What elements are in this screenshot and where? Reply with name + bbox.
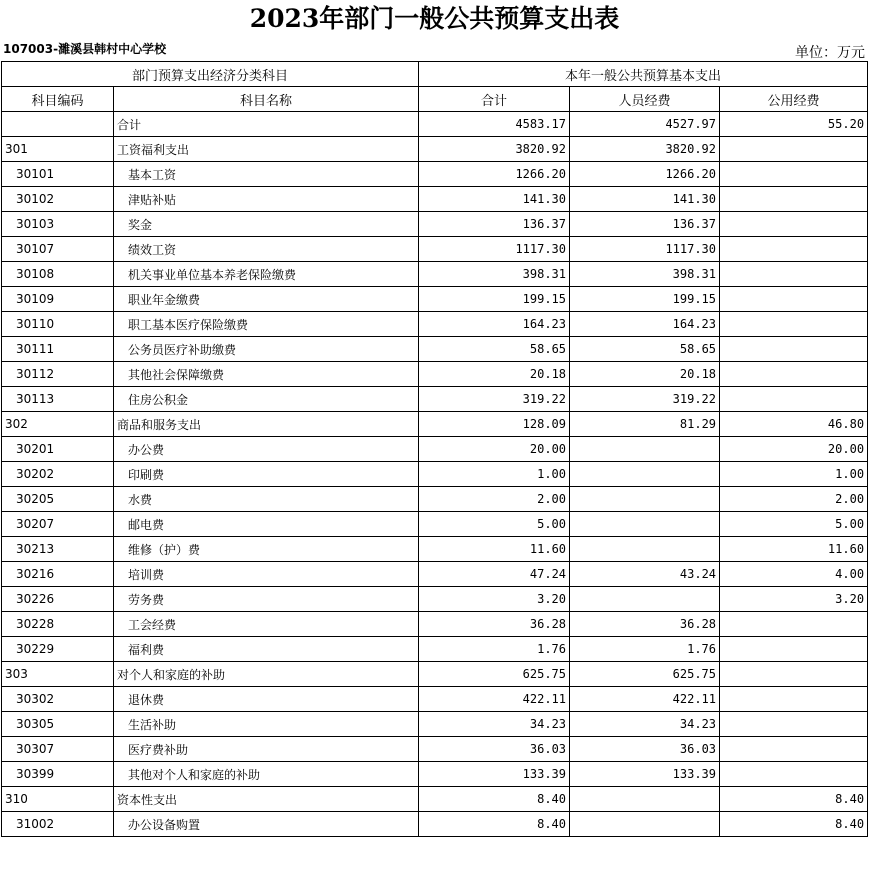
cell-total: 36.28 (419, 612, 570, 637)
cell-personnel: 164.23 (570, 312, 720, 337)
cell-name: 维修（护）费 (114, 537, 419, 562)
cell-public (720, 362, 868, 387)
table-row (2, 287, 868, 312)
cell-total: 5.00 (419, 512, 570, 537)
table-row (2, 437, 868, 462)
header-personnel: 人员经费 (570, 87, 720, 112)
cell-code: 30110 (2, 312, 114, 337)
table-row (2, 687, 868, 712)
cell-personnel (570, 512, 720, 537)
cell-code: 30201 (2, 437, 114, 462)
cell-code: 30216 (2, 562, 114, 587)
table-row (2, 262, 868, 287)
cell-name: 职工基本医疗保险缴费 (114, 312, 419, 337)
cell-name: 公务员医疗补助缴费 (114, 337, 419, 362)
cell-total: 141.30 (419, 187, 570, 212)
cell-code: 30228 (2, 612, 114, 637)
header-total: 合计 (419, 87, 570, 112)
cell-code: 30207 (2, 512, 114, 537)
subheader (0, 38, 869, 60)
table-row (2, 337, 868, 362)
cell-name: 其他对个人和家庭的补助 (114, 762, 419, 787)
cell-public (720, 137, 868, 162)
cell-code: 302 (2, 412, 114, 437)
cell-code: 301 (2, 137, 114, 162)
cell-name: 商品和服务支出 (114, 412, 419, 437)
cell-total: 319.22 (419, 387, 570, 412)
cell-public: 8.40 (720, 812, 868, 837)
cell-total: 47.24 (419, 562, 570, 587)
cell-public (720, 262, 868, 287)
cell-total: 199.15 (419, 287, 570, 312)
cell-name: 水费 (114, 487, 419, 512)
cell-total: 20.18 (419, 362, 570, 387)
cell-public: 4.00 (720, 562, 868, 587)
table-row (2, 462, 868, 487)
cell-name: 基本工资 (114, 162, 419, 187)
cell-total: 58.65 (419, 337, 570, 362)
cell-public (720, 737, 868, 762)
cell-personnel (570, 787, 720, 812)
cell-name: 工资福利支出 (114, 137, 419, 162)
cell-personnel (570, 812, 720, 837)
cell-personnel: 133.39 (570, 762, 720, 787)
cell-personnel: 319.22 (570, 387, 720, 412)
cell-total: 133.39 (419, 762, 570, 787)
cell-total: 128.09 (419, 412, 570, 437)
table-row (2, 812, 868, 837)
cell-public: 20.00 (720, 437, 868, 462)
table-row (2, 662, 868, 687)
cell-public: 8.40 (720, 787, 868, 812)
header-public: 公用经费 (720, 87, 868, 112)
cell-public (720, 212, 868, 237)
cell-code: 30103 (2, 212, 114, 237)
cell-total: 4583.17 (419, 112, 570, 137)
cell-personnel: 1117.30 (570, 237, 720, 262)
cell-name: 绩效工资 (114, 237, 419, 262)
table-row (2, 312, 868, 337)
cell-personnel: 136.37 (570, 212, 720, 237)
cell-name: 资本性支出 (114, 787, 419, 812)
cell-name: 培训费 (114, 562, 419, 587)
table-row (2, 787, 868, 812)
cell-public: 11.60 (720, 537, 868, 562)
cell-personnel: 398.31 (570, 262, 720, 287)
table-row (2, 587, 868, 612)
table-row (2, 537, 868, 562)
cell-code: 30302 (2, 687, 114, 712)
cell-total: 398.31 (419, 262, 570, 287)
cell-name: 退休费 (114, 687, 419, 712)
cell-total: 136.37 (419, 212, 570, 237)
cell-name: 劳务费 (114, 587, 419, 612)
cell-personnel (570, 462, 720, 487)
cell-personnel: 81.29 (570, 412, 720, 437)
cell-public (720, 287, 868, 312)
cell-public (720, 712, 868, 737)
cell-code: 30101 (2, 162, 114, 187)
cell-name: 合计 (114, 112, 419, 137)
cell-personnel (570, 587, 720, 612)
cell-personnel (570, 487, 720, 512)
cell-total: 1.00 (419, 462, 570, 487)
cell-public (720, 637, 868, 662)
cell-name: 其他社会保障缴费 (114, 362, 419, 387)
cell-name: 办公设备购置 (114, 812, 419, 837)
table-row (2, 487, 868, 512)
cell-total: 164.23 (419, 312, 570, 337)
cell-name: 津贴补贴 (114, 187, 419, 212)
cell-code: 30107 (2, 237, 114, 262)
table-row (2, 512, 868, 537)
table-row (2, 162, 868, 187)
cell-public (720, 762, 868, 787)
table-row (2, 562, 868, 587)
cell-name: 对个人和家庭的补助 (114, 662, 419, 687)
table-row (2, 137, 868, 162)
cell-total: 34.23 (419, 712, 570, 737)
table-row (2, 212, 868, 237)
cell-name: 职业年金缴费 (114, 287, 419, 312)
cell-total: 1266.20 (419, 162, 570, 187)
cell-public: 3.20 (720, 587, 868, 612)
cell-total: 3.20 (419, 587, 570, 612)
cell-public (720, 662, 868, 687)
cell-personnel: 36.28 (570, 612, 720, 637)
budget-table (1, 61, 868, 837)
cell-name: 工会经费 (114, 612, 419, 637)
cell-total: 422.11 (419, 687, 570, 712)
cell-code (2, 112, 114, 137)
cell-personnel: 1266.20 (570, 162, 720, 187)
cell-personnel: 36.03 (570, 737, 720, 762)
table-row (2, 112, 868, 137)
table-row (2, 237, 868, 262)
cell-personnel: 1.76 (570, 637, 720, 662)
cell-name: 办公费 (114, 437, 419, 462)
cell-public (720, 312, 868, 337)
cell-name: 邮电费 (114, 512, 419, 537)
cell-public: 2.00 (720, 487, 868, 512)
cell-public (720, 337, 868, 362)
unit-label: 单位：万元 (795, 45, 865, 61)
cell-code: 30102 (2, 187, 114, 212)
cell-total: 625.75 (419, 662, 570, 687)
cell-total: 8.40 (419, 787, 570, 812)
table-row (2, 412, 868, 437)
table-row (2, 362, 868, 387)
cell-public: 5.00 (720, 512, 868, 537)
cell-code: 30109 (2, 287, 114, 312)
cell-public: 55.20 (720, 112, 868, 137)
org-name: 107003-濉溪县韩村中心学校 (3, 42, 167, 56)
cell-name: 福利费 (114, 637, 419, 662)
cell-code: 30226 (2, 587, 114, 612)
table-row (2, 712, 868, 737)
cell-personnel: 34.23 (570, 712, 720, 737)
cell-name: 医疗费补助 (114, 737, 419, 762)
table-row (2, 637, 868, 662)
page-title: 2023年部门一般公共预算支出表 (249, 4, 620, 33)
cell-public (720, 162, 868, 187)
cell-public: 1.00 (720, 462, 868, 487)
cell-code: 303 (2, 662, 114, 687)
table-row (2, 737, 868, 762)
cell-personnel: 43.24 (570, 562, 720, 587)
cell-personnel: 199.15 (570, 287, 720, 312)
cell-public: 46.80 (720, 412, 868, 437)
cell-total: 36.03 (419, 737, 570, 762)
cell-name: 住房公积金 (114, 387, 419, 412)
cell-code: 30307 (2, 737, 114, 762)
cell-personnel: 58.65 (570, 337, 720, 362)
cell-total: 3820.92 (419, 137, 570, 162)
cell-code: 31002 (2, 812, 114, 837)
cell-name: 生活补助 (114, 712, 419, 737)
table-row (2, 762, 868, 787)
cell-name: 机关事业单位基本养老保险缴费 (114, 262, 419, 287)
cell-code: 30113 (2, 387, 114, 412)
cell-code: 310 (2, 787, 114, 812)
cell-personnel: 4527.97 (570, 112, 720, 137)
cell-public (720, 237, 868, 262)
table-row (2, 187, 868, 212)
cell-name: 印刷费 (114, 462, 419, 487)
table-row (2, 387, 868, 412)
cell-public (720, 387, 868, 412)
cell-public (720, 187, 868, 212)
header-name: 科目名称 (114, 87, 419, 112)
cell-code: 30399 (2, 762, 114, 787)
header-group-left: 部门预算支出经济分类科目 (2, 62, 419, 87)
cell-code: 30112 (2, 362, 114, 387)
cell-public (720, 612, 868, 637)
cell-personnel: 141.30 (570, 187, 720, 212)
cell-total: 11.60 (419, 537, 570, 562)
cell-code: 30202 (2, 462, 114, 487)
cell-personnel: 422.11 (570, 687, 720, 712)
cell-code: 30229 (2, 637, 114, 662)
cell-public (720, 687, 868, 712)
cell-personnel: 3820.92 (570, 137, 720, 162)
table-body (2, 112, 868, 837)
cell-code: 30108 (2, 262, 114, 287)
header-column-row (2, 87, 868, 112)
cell-name: 奖金 (114, 212, 419, 237)
cell-personnel: 625.75 (570, 662, 720, 687)
header-group-right: 本年一般公共预算基本支出 (419, 62, 868, 87)
cell-code: 30213 (2, 537, 114, 562)
cell-code: 30111 (2, 337, 114, 362)
cell-personnel (570, 437, 720, 462)
header-group-row (2, 62, 868, 87)
cell-code: 30205 (2, 487, 114, 512)
cell-total: 1117.30 (419, 237, 570, 262)
cell-code: 30305 (2, 712, 114, 737)
cell-personnel: 20.18 (570, 362, 720, 387)
cell-total: 8.40 (419, 812, 570, 837)
cell-personnel (570, 537, 720, 562)
cell-total: 2.00 (419, 487, 570, 512)
cell-total: 1.76 (419, 637, 570, 662)
cell-total: 20.00 (419, 437, 570, 462)
table-row (2, 612, 868, 637)
header-code: 科目编码 (2, 87, 114, 112)
